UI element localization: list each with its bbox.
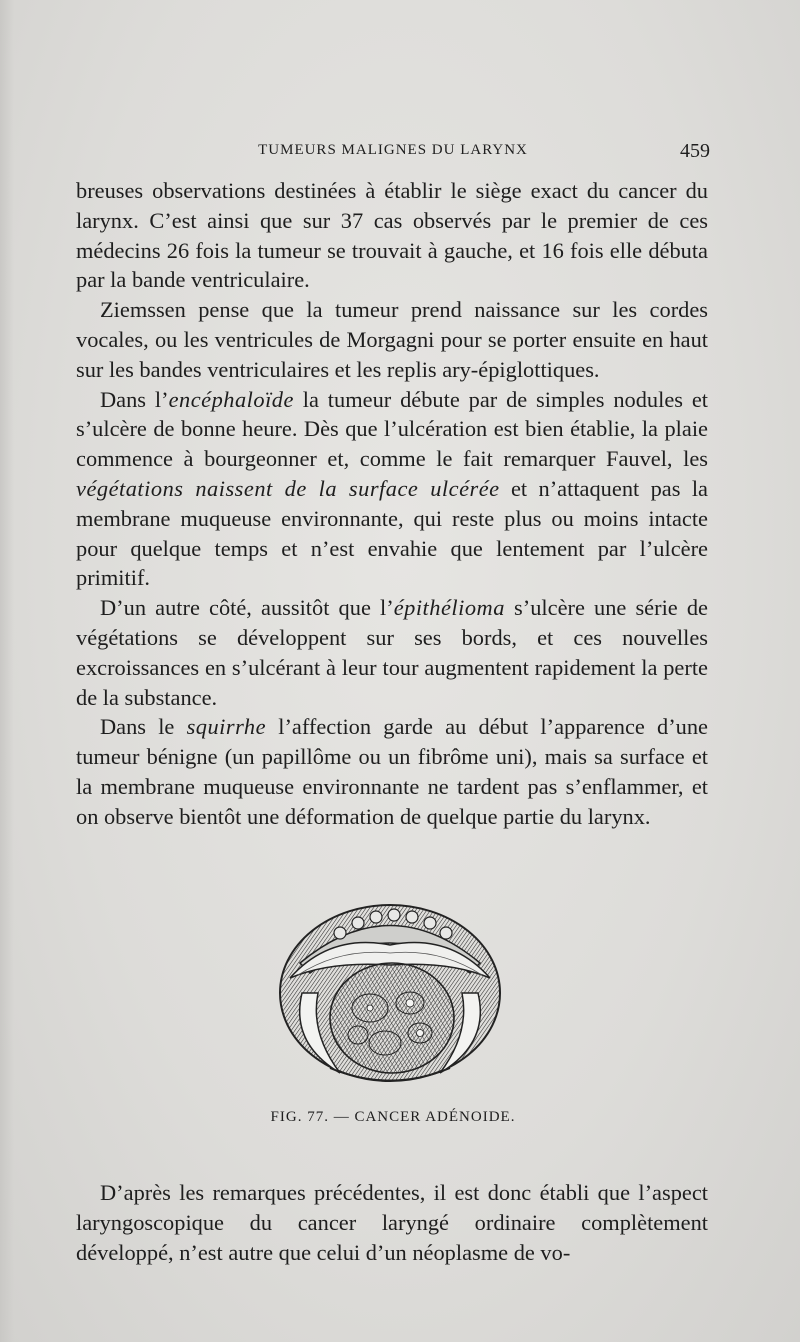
paragraph-2: Ziemssen pense que la tumeur prend naissance sur les cordes vocales, ou les ventricules de Morgagni pour se porter ensuite en haut sur les bandes ventriculaires et les replis ary-épiglottiques.: [76, 297, 708, 382]
figure-77-illustration: [270, 893, 510, 1088]
page-header: [76, 140, 710, 164]
running-title: TUMEURS MALIGNES DU LARYNX: [258, 142, 528, 158]
paragraph-4-text-b: s’ulcère une série de végétations se développent sur ses bords, et ces nouvelles excroissances en s’ulcérant à leur tour augmentent rapidement la perte de la substance.: [76, 595, 708, 710]
paragraph-6: D’après les remarques précédentes, il est donc établi que l’aspect laryngoscopique du cancer laryngé ordinaire complètement développé, n’est autre que celui d’un néoplasme de vo-: [76, 1180, 708, 1265]
term-encephaloide: encéphaloïde: [168, 386, 294, 412]
page-edge-shadow: [0, 0, 14, 1342]
paragraph-1: breuses observations destinées à établir le siège exact du cancer du larynx. C’est ainsi que sur 37 cas observés par le premier de ces médecins 26 fois la tumeur se trouvait à gauche, et 16 fois elle débuta par la bande ventriculaire.: [76, 178, 708, 293]
paragraph-5-text-a: Dans le: [100, 714, 187, 740]
paragraph-5-text-b: l’affection garde au début l’apparence d’une tumeur bénigne (un papillôme ou un fibrôme uni), mais sa surface et la membrane muqueuse environnante ne tardent pas s’enflammer, et on observe bientôt une déformation de quelque partie du larynx.: [76, 714, 708, 829]
figure-caption: FIG. 77. — CANCER ADÉNOIDE.: [270, 1109, 516, 1125]
term-epithelioma: épithélioma: [393, 595, 505, 621]
quote-vegetations: végétations naissent de la surface ulcérée: [76, 475, 500, 501]
body-text-bottom: [76, 1178, 708, 1267]
paragraph-4-text-a: D’un autre côté, aussitôt que l’: [100, 595, 394, 621]
paragraph-3-text-c: et n’attaquent pas la membrane muqueuse environnante, qui reste plus ou moins intacte pour quelque temps et n’est envahie que lentement par l’ulcère primitif.: [76, 475, 708, 591]
paragraph-3: [76, 385, 708, 594]
body-text-top: [76, 176, 708, 832]
page-number: 459: [680, 140, 710, 162]
larynx-engraving-icon: [270, 893, 510, 1088]
paragraph-3-text-b: la tumeur débute par de simples nodules et s’ulcère de bonne heure. Dès que l’ulcération est bien établie, la plaie commence à bourgeonner et, comme le fait remarquer Fauvel, les: [76, 386, 709, 472]
paragraph-4: [76, 593, 708, 712]
paragraph-3-text-a: Dans l’: [100, 386, 169, 412]
paragraph-5: [76, 712, 708, 831]
term-squirrhe: squirrhe: [186, 714, 267, 740]
